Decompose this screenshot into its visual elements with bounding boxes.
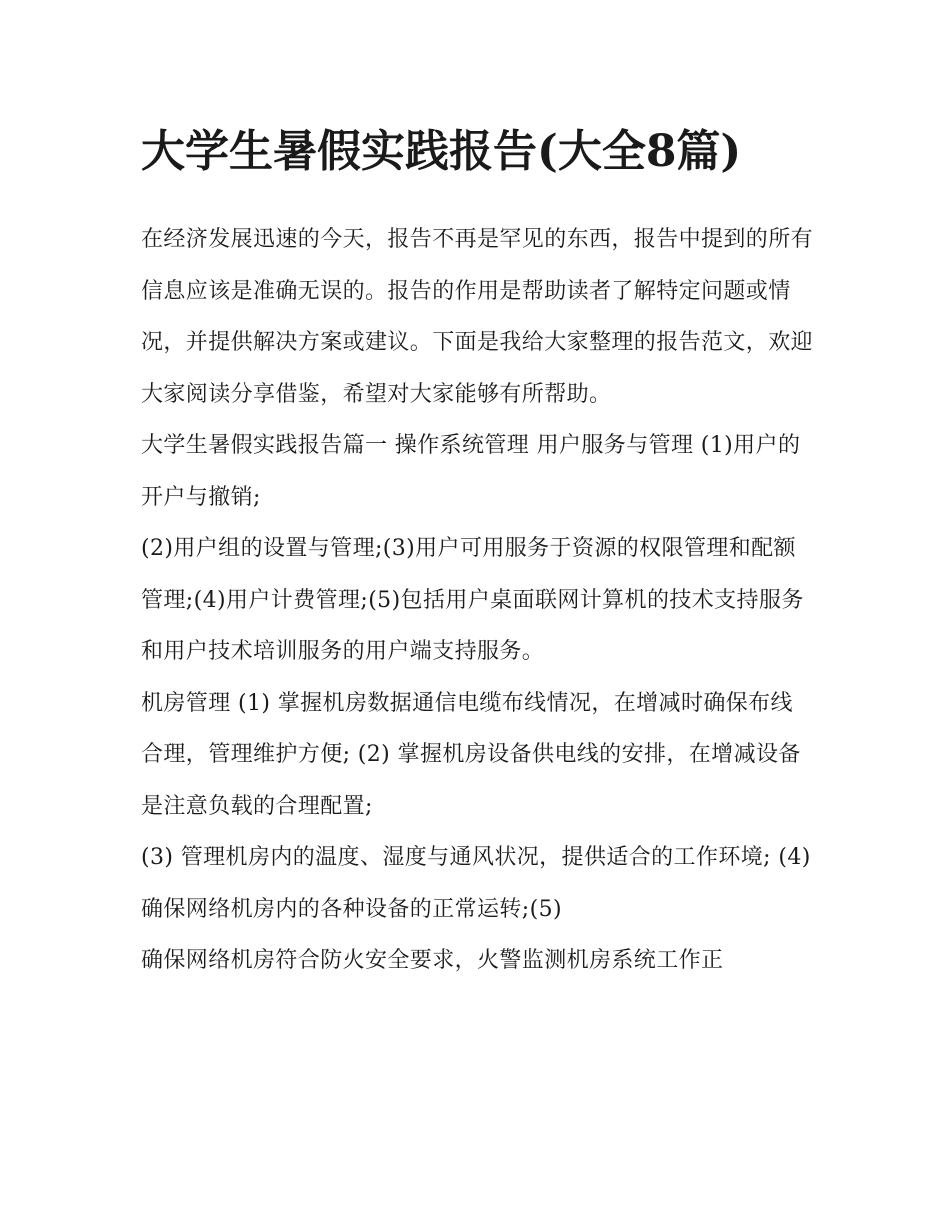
environment-paragraph: (3) 管理机房内的温度、湿度与通风状况，提供适合的工作环境; (4) 确保网络机房内的各种设备的正常运转;(5) — [141, 845, 811, 922]
machine-room-paragraph: 机房管理 (1) 掌握机房数据通信电缆布线情况，在增减时确保布线合理，管理维护方便; (2) 掌握机房设备供电线的安排，在增减设备是注意负载的合理配置; — [141, 690, 801, 819]
user-management-paragraph: (2)用户组的设置与管理;(3)用户可用服务于资源的权限管理和配额管理;(4)用户计费管理;(5)包括用户桌面联网计算机的技术支持服务和用户技术培训服务的用户端支持服务。 — [141, 536, 804, 664]
document-title: 大学生暑假实践报告(大全8篇) — [141, 126, 742, 177]
intro-paragraph: 在经济发展迅速的今天，报告不再是罕见的东西，报告中提到的所有信息应该是准确无误的。报告的作用是帮助读者了解特定问题或情况，并提供解决方案或建议。下面是我给大家整理的报告范文，欢迎大家阅读分享借鉴，希望对大家能够有所帮助。 — [141, 227, 814, 407]
document-body — [141, 116, 813, 987]
fire-safety-paragraph: 确保网络机房符合防火安全要求，火警监测机房系统工作正 — [141, 948, 724, 973]
section-one-heading-paragraph: 大学生暑假实践报告篇一 操作系统管理 用户服务与管理 (1)用户的开户与撤销; — [141, 433, 801, 510]
